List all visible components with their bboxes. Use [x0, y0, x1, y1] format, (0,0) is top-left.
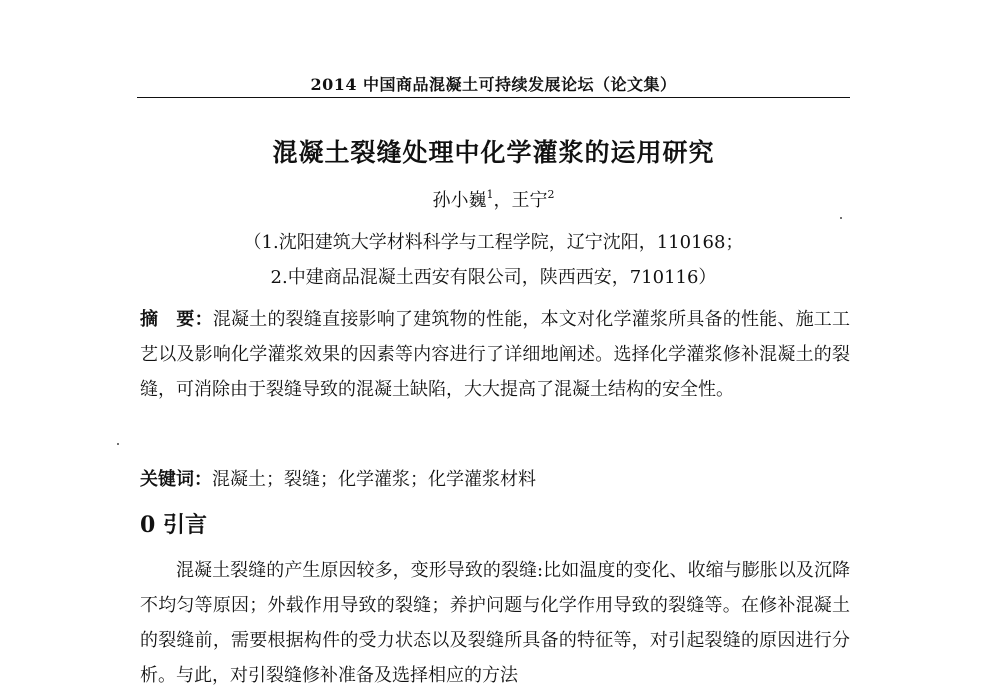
paper-title: 混凝土裂缝处理中化学灌浆的运用研究 [272, 138, 715, 167]
author-separator: ， [493, 190, 512, 211]
authors [137, 186, 850, 212]
author-superscript: 2 [547, 188, 555, 201]
scan-speck [840, 217, 842, 219]
affiliation-2: 2.中建商品混凝土西安有限公司，陕西西安，710116） [270, 267, 717, 288]
affiliation-1: （1.沈阳建筑大学材料科学与工程学院，辽宁沈阳，110168； [243, 232, 744, 253]
keywords-text: 混凝土；裂缝；化学灌浆；化学灌浆材料 [212, 469, 536, 490]
keywords [140, 465, 850, 491]
running-header: 2014 中国商品混凝土可持续发展论坛（论文集） [310, 75, 677, 94]
author-name: 孙小巍 [432, 190, 487, 211]
abstract-label: 摘 要： [140, 309, 213, 330]
header-rule [137, 97, 850, 98]
abstract [140, 302, 850, 407]
intro-paragraph: 混凝土裂缝的产生原因较多，变形导致的裂缝:比如温度的变化、收缩与膨胀以及沉降不均匀等原因；外载作用导致的裂缝；养护问题与化学作用导致的裂缝等。在修补混凝土的裂缝前，需要根据构件的受力状态以及裂缝所具备的特征等，对引起裂缝的原因进行分析。与此，对引裂缝修补准备及选择相应的方法 [140, 560, 850, 686]
keywords-label: 关键词： [140, 469, 212, 490]
scan-speck [117, 443, 119, 445]
abstract-text: 混凝土的裂缝直接影响了建筑物的性能，本文对化学灌浆所具备的性能、施工工艺以及影响化学灌浆效果的因素等内容进行了详细地阐述。选择化学灌浆修补混凝土的裂缝，可消除由于裂缝导致的混凝土缺陷，大大提高了混凝土结构的安全性。 [140, 309, 850, 400]
author-superscript: 1 [486, 188, 494, 201]
author-name: 王宁 [511, 190, 548, 211]
section-heading: 0 引言 [140, 512, 207, 538]
